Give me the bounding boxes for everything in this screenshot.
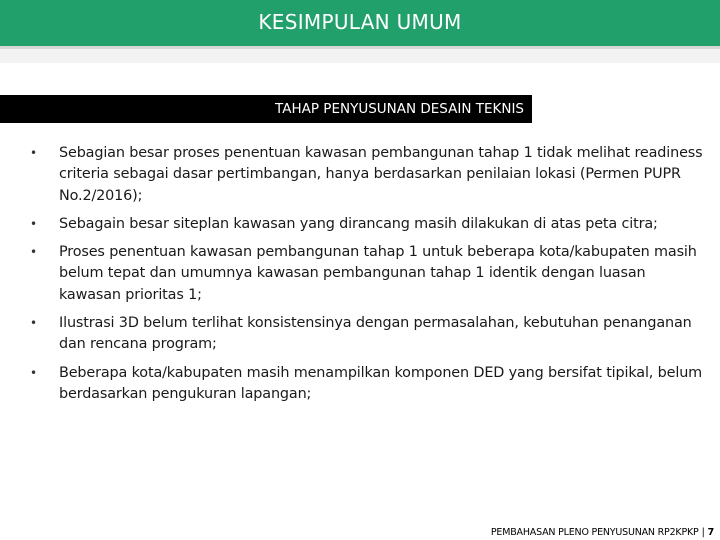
- slide-title: KESIMPULAN UMUM: [258, 10, 462, 34]
- section-title: TAHAP PENYUSUNAN DESAIN TEKNIS: [275, 101, 524, 117]
- list-item: [24, 214, 704, 235]
- bullet-icon: •: [30, 245, 37, 260]
- list-item-text: Beberapa kota/kabupaten masih menampilkan komponen DED yang bersifat tipikal, belum berdasarkan pengukuran lapangan;: [59, 364, 703, 402]
- bullet-icon: •: [30, 146, 37, 160]
- slide-header: [0, 0, 720, 49]
- conclusion-list: [24, 143, 704, 412]
- list-item: [24, 313, 704, 356]
- list-item: [24, 143, 704, 207]
- list-item-text: Ilustrasi 3D belum terlihat konsistensinya dengan permasalahan, kebutuhan penanganan dan rencana program;: [59, 315, 692, 353]
- section-bar: [0, 95, 532, 123]
- page-number: 7: [707, 527, 714, 538]
- footer-separator: |: [701, 527, 705, 538]
- list-item: [24, 242, 704, 306]
- list-item-text: Proses penentuan kawasan pembangunan tahap 1 untuk beberapa kota/kabupaten masih belum tepat dan umumnya kawasan pembangunan tahap 1 identik dengan luasan kawasan prioritas 1;: [59, 244, 697, 303]
- list-item-text: Sebagain besar siteplan kawasan yang dirancang masih dilakukan di atas peta citra;: [59, 215, 658, 232]
- list-item-text: Sebagian besar proses penentuan kawasan pembangunan tahap 1 tidak melihat readiness criteria sebagai dasar pertimbangan, hanya berdasarkan penilaian lokasi (Permen PUPR No.2/2016);: [59, 145, 703, 204]
- bullet-icon: •: [30, 216, 37, 231]
- bullet-icon: •: [30, 316, 37, 331]
- slide-footer: [491, 527, 714, 538]
- list-item: [24, 363, 704, 406]
- bullet-icon: •: [30, 365, 37, 380]
- footer-label: PEMBAHASAN PLENO PENYUSUNAN RP2KPKP: [490, 527, 699, 538]
- header-underline-band: [0, 49, 720, 63]
